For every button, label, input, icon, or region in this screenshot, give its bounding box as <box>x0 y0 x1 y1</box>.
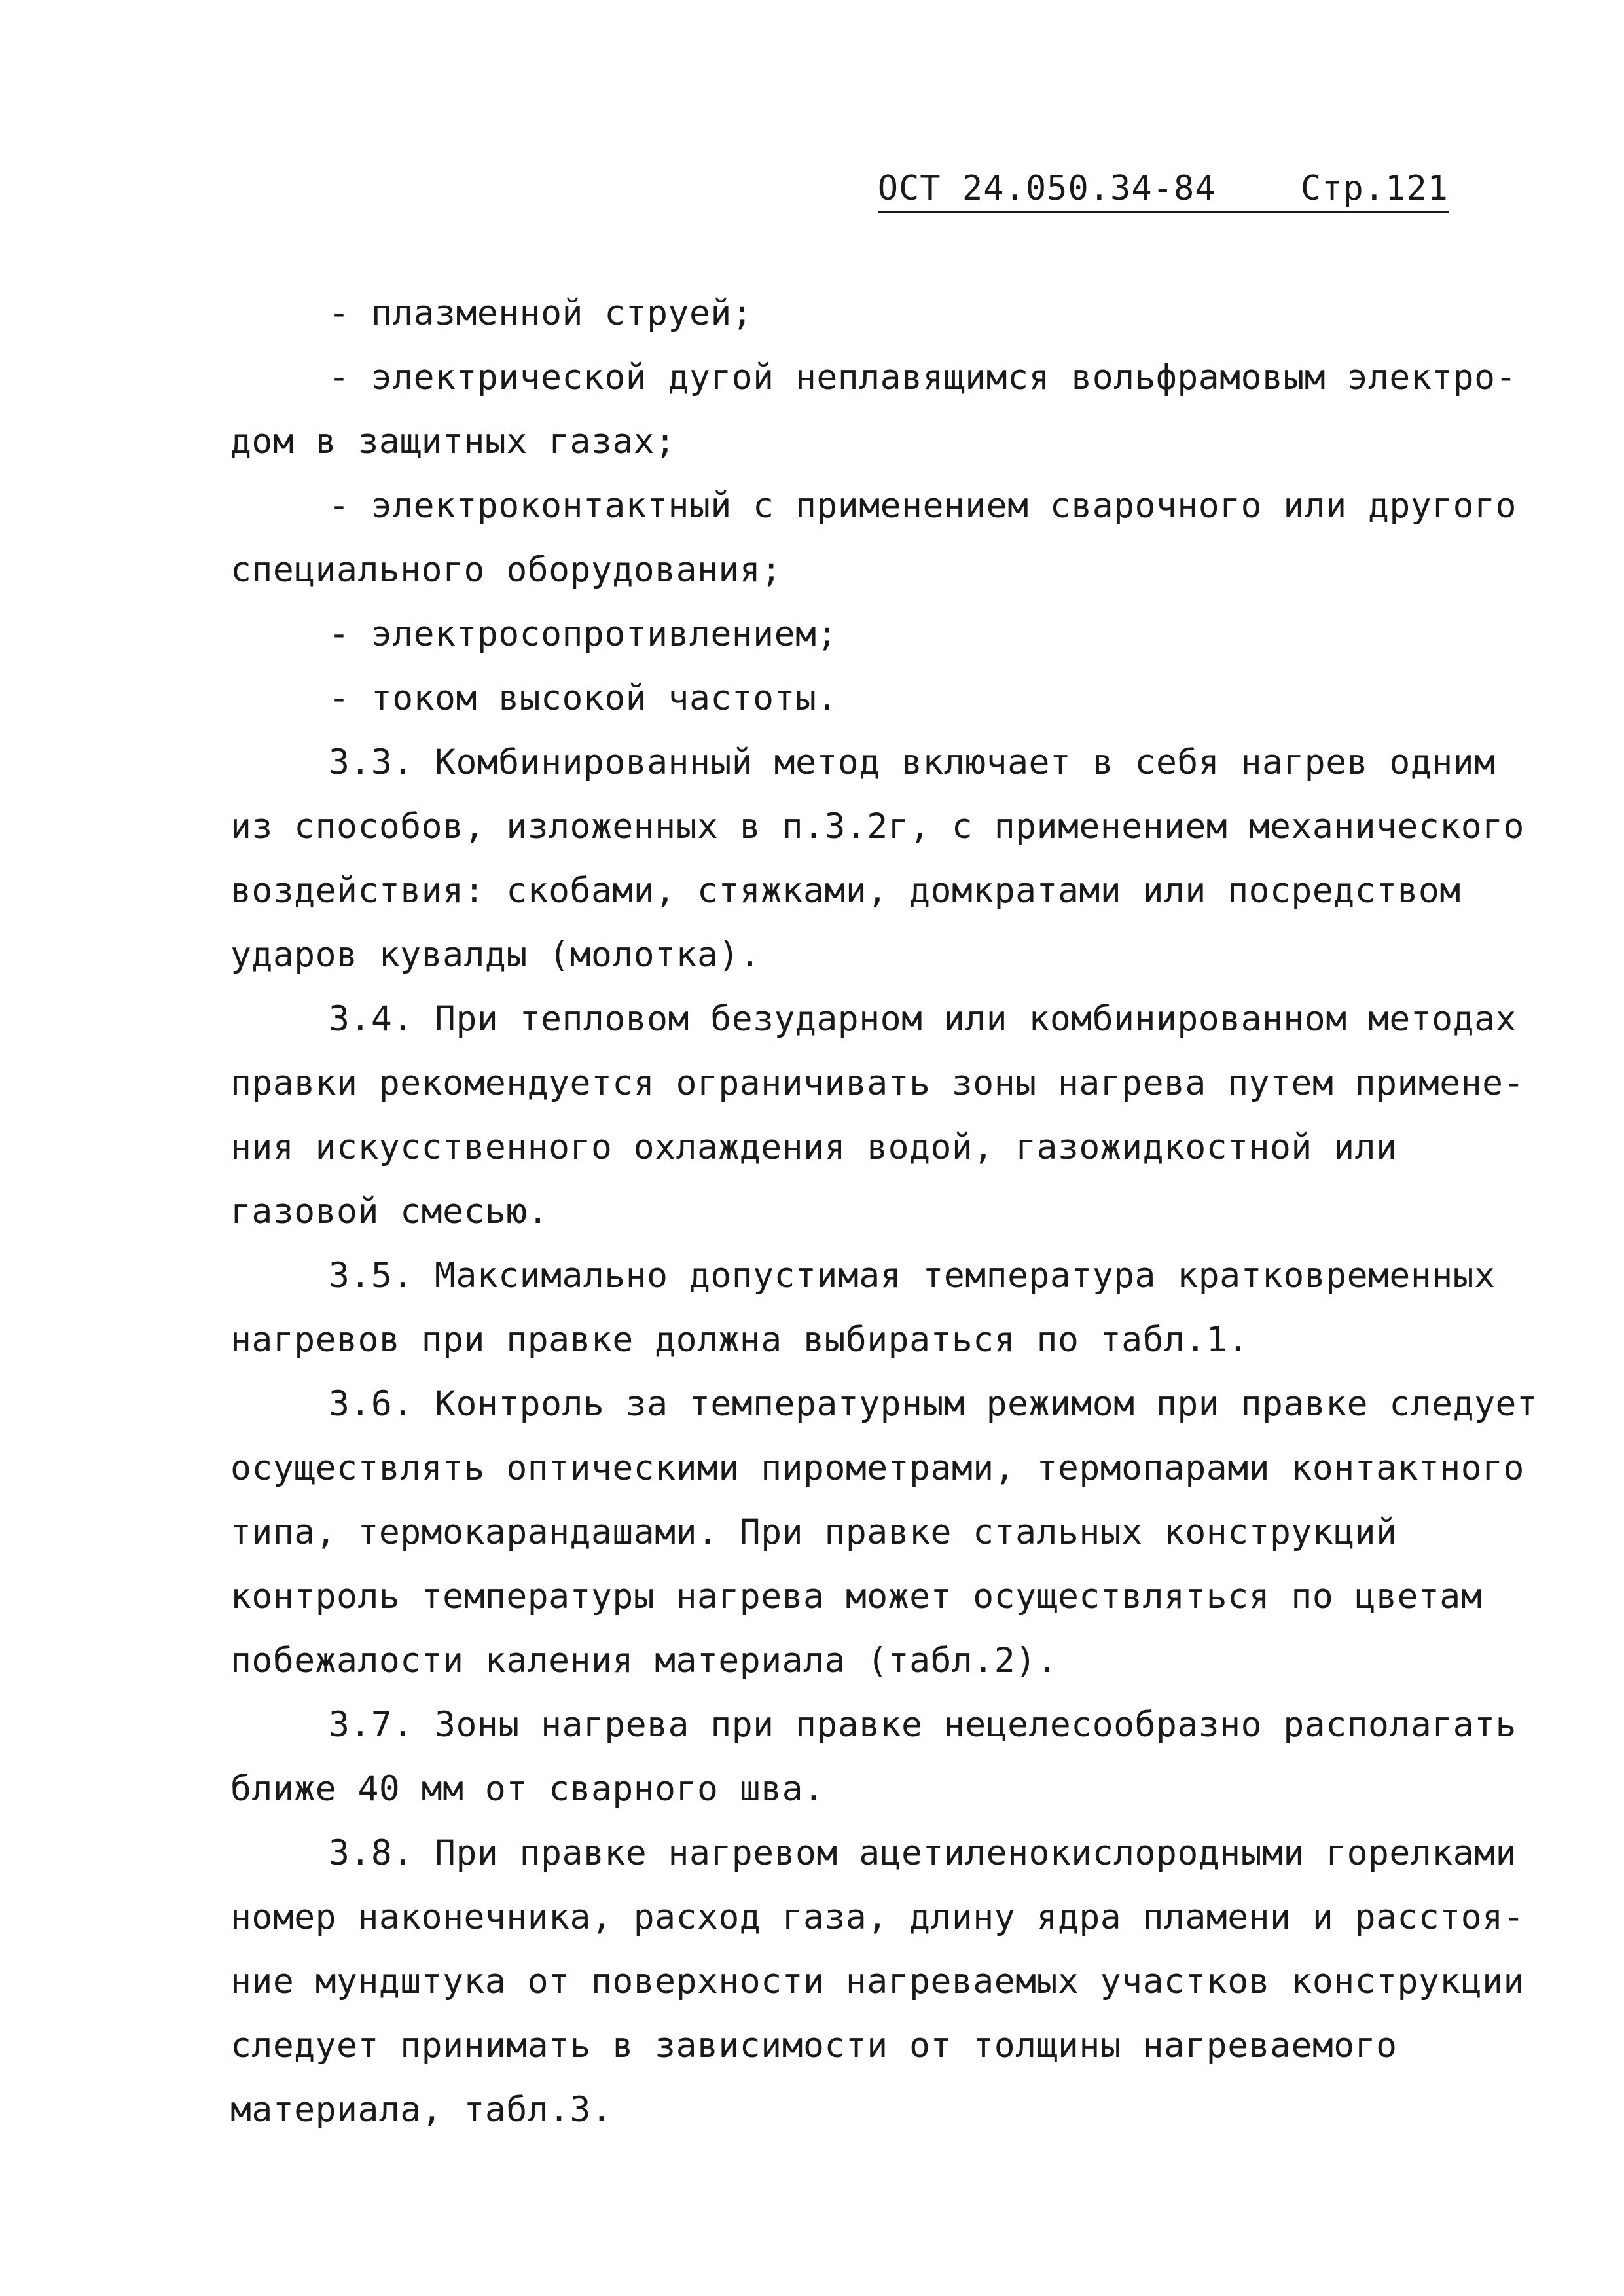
text-line: - плазменной струей; <box>329 293 753 333</box>
text-line: следует принимать в зависимости от толщины нагреваемого <box>230 2026 1398 2066</box>
header-spacer <box>1237 169 1280 208</box>
text-line: материала, табл.3. <box>230 2090 613 2130</box>
text-line: осуществлять оптическими пирометрами, термопарами контактного <box>230 1448 1525 1488</box>
text-line: побежалости каления материала (табл.2). <box>230 1641 1058 1681</box>
text-line: дом в защитных газах; <box>230 422 676 462</box>
text-line: - электроконтактный с применением сварочного или другого <box>329 486 1517 526</box>
text-line: специального оборудования; <box>230 550 782 590</box>
section-3-5-start: 3.5. Максимально допустимая температура кратковременных <box>329 1256 1496 1296</box>
text-line: ния искусственного охлаждения водой, газожидкостной или <box>230 1127 1398 1167</box>
text-line: ние мундштука от поверхности нагреваемых участков конструкции <box>230 1961 1525 2001</box>
document-body <box>230 282 1538 2142</box>
section-3-8-start: 3.8. При правке нагревом ацетиленокислородными горелками <box>329 1833 1517 1873</box>
document-reference: ОСТ 24.050.34-84 <box>877 169 1216 208</box>
text-line: газовой смесью. <box>230 1192 549 1231</box>
page-header <box>877 169 1449 213</box>
page-number: Стр.121 <box>1300 169 1449 208</box>
text-line: правки рекомендуется ограничивать зоны нагрева путем примене- <box>230 1063 1525 1103</box>
text-line: типа, термокарандашами. При правке стальных конструкций <box>230 1512 1398 1552</box>
text-line: ударов кувалды (молотка). <box>230 935 761 975</box>
text-line: - током высокой частоты. <box>329 678 838 718</box>
text-line: - электросопротивлением; <box>329 614 838 654</box>
section-3-4-start: 3.4. При тепловом безударном или комбинированном методах <box>329 999 1517 1039</box>
text-line: - электрической дугой неплавящимся вольфрамовым электро- <box>329 357 1517 397</box>
text-line: ближе 40 мм от сварного шва. <box>230 1769 825 1809</box>
text-line: нагревов при правке должна выбираться по табл.1. <box>230 1320 1249 1360</box>
text-line: воздействия: скобами, стяжками, домкратами или посредством <box>230 871 1461 911</box>
section-3-6-start: 3.6. Контроль за температурным режимом при правке следует <box>329 1384 1538 1424</box>
text-line: номер наконечника, расход газа, длину ядра пламени и расстоя- <box>230 1897 1525 1937</box>
section-3-3-start: 3.3. Комбинированный метод включает в себя нагрев одним <box>329 742 1496 782</box>
text-line: контроль температуры нагрева может осуществляться по цветам <box>230 1576 1483 1616</box>
section-3-7-start: 3.7. Зоны нагрева при правке нецелесообразно располагать <box>329 1705 1517 1745</box>
text-line: из способов, изложенных в п.3.2г, с применением механического <box>230 807 1525 847</box>
